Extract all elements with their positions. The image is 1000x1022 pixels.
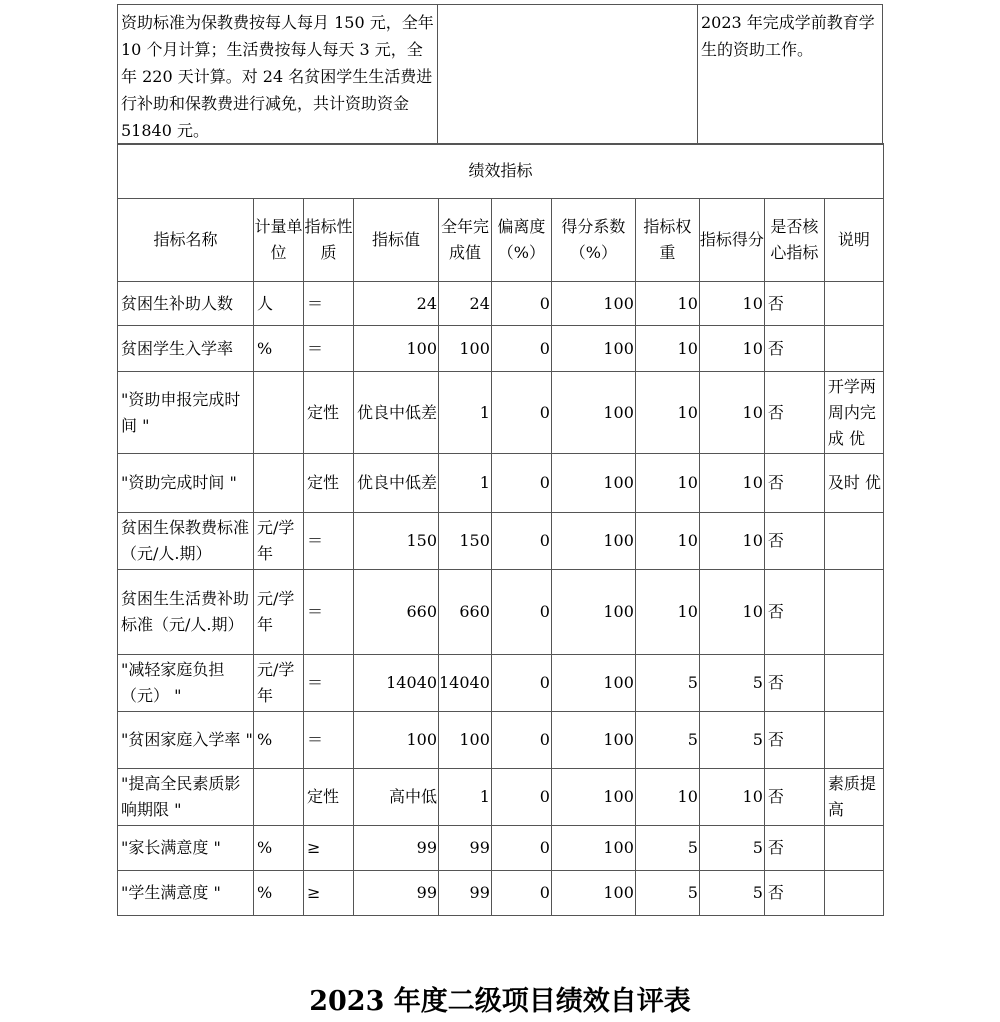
table-row — [118, 655, 884, 712]
note — [824, 513, 883, 570]
score-coefficient: 100 — [551, 570, 635, 655]
target-value: 100 — [354, 326, 439, 372]
note: 及时 优 — [824, 454, 883, 513]
score-coefficient: 100 — [551, 655, 635, 712]
note — [824, 826, 883, 871]
actual-value: 100 — [439, 326, 492, 372]
core-indicator: 否 — [764, 372, 824, 454]
unit: % — [254, 326, 304, 372]
score-coefficient: 100 — [551, 513, 635, 570]
target-value: 优良中低差 — [354, 454, 439, 513]
deviation: 0 — [491, 513, 551, 570]
table-row — [118, 826, 884, 871]
weight: 10 — [635, 570, 699, 655]
target-value: 24 — [354, 282, 439, 326]
weight: 5 — [635, 826, 699, 871]
nature: ＝ — [304, 282, 354, 326]
indicator-name: "资助申报完成时间 " — [118, 372, 254, 454]
deviation: 0 — [491, 372, 551, 454]
core-indicator: 否 — [764, 326, 824, 372]
unit — [254, 372, 304, 454]
nature: ≥ — [304, 826, 354, 871]
unit: % — [254, 871, 304, 916]
score: 10 — [699, 769, 764, 826]
unit: % — [254, 712, 304, 769]
actual-value: 660 — [439, 570, 492, 655]
score: 5 — [699, 655, 764, 712]
score: 5 — [699, 712, 764, 769]
empty-cell — [438, 5, 698, 145]
unit: 元/学年 — [254, 513, 304, 570]
nature: 定性 — [304, 769, 354, 826]
score-coefficient: 100 — [551, 769, 635, 826]
table-row — [118, 454, 884, 513]
target-value: 14040 — [354, 655, 439, 712]
header-name: 指标名称 — [118, 199, 254, 282]
header-coefficient: 得分系数（%） — [551, 199, 635, 282]
table-row — [118, 326, 884, 372]
table-row — [118, 871, 884, 916]
indicator-name: 贫困学生入学率 — [118, 326, 254, 372]
score-coefficient: 100 — [551, 282, 635, 326]
header-note: 说明 — [824, 199, 883, 282]
weight: 10 — [635, 282, 699, 326]
note — [824, 712, 883, 769]
table-row — [118, 282, 884, 326]
actual-value: 14040 — [439, 655, 492, 712]
score: 10 — [699, 326, 764, 372]
top-text-table — [117, 4, 883, 145]
deviation: 0 — [491, 769, 551, 826]
core-indicator: 否 — [764, 454, 824, 513]
header-target: 指标值 — [354, 199, 439, 282]
actual-value: 150 — [439, 513, 492, 570]
indicator-name: "贫困家庭入学率 " — [118, 712, 254, 769]
note — [824, 570, 883, 655]
header-unit: 计量单位 — [254, 199, 304, 282]
table-row — [118, 372, 884, 454]
header-actual: 全年完成值 — [439, 199, 492, 282]
goal-cell: 2023 年完成学前教育学生的资助工作。 — [698, 5, 883, 145]
score-coefficient: 100 — [551, 372, 635, 454]
core-indicator: 否 — [764, 570, 824, 655]
header-nature: 指标性质 — [304, 199, 354, 282]
score-coefficient: 100 — [551, 454, 635, 513]
indicator-name: "减轻家庭负担（元） " — [118, 655, 254, 712]
weight: 10 — [635, 454, 699, 513]
funding-standard-cell: 资助标准为保教费按每人每月 150 元，全年 10 个月计算；生活费按每人每天 3 元，全年 220 天计算。对 24 名贫困学生生活费进行补助和保教费进行减免，共计资助资金 51840 元。 — [118, 5, 438, 145]
header-deviation: 偏离度（%） — [491, 199, 551, 282]
unit — [254, 454, 304, 513]
actual-value: 1 — [439, 769, 492, 826]
target-value: 99 — [354, 871, 439, 916]
note — [824, 655, 883, 712]
actual-value: 1 — [439, 372, 492, 454]
table-row — [118, 769, 884, 826]
note: 开学两周内完成 优 — [824, 372, 883, 454]
deviation: 0 — [491, 826, 551, 871]
indicator-name: "提高全民素质影响期限 " — [118, 769, 254, 826]
score-coefficient: 100 — [551, 712, 635, 769]
indicator-name: 贫困生生活费补助标准（元/人.期） — [118, 570, 254, 655]
weight: 10 — [635, 372, 699, 454]
weight: 10 — [635, 513, 699, 570]
score-coefficient: 100 — [551, 826, 635, 871]
header-row — [118, 199, 884, 282]
nature: ＝ — [304, 513, 354, 570]
table-row — [118, 712, 884, 769]
score: 5 — [699, 826, 764, 871]
unit: 人 — [254, 282, 304, 326]
nature: ＝ — [304, 712, 354, 769]
header-score: 指标得分 — [699, 199, 764, 282]
deviation: 0 — [491, 454, 551, 513]
deviation: 0 — [491, 655, 551, 712]
table-row — [118, 513, 884, 570]
deviation: 0 — [491, 570, 551, 655]
weight: 10 — [635, 769, 699, 826]
weight: 10 — [635, 326, 699, 372]
unit — [254, 769, 304, 826]
nature: ≥ — [304, 871, 354, 916]
core-indicator: 否 — [764, 769, 824, 826]
score: 10 — [699, 372, 764, 454]
deviation: 0 — [491, 871, 551, 916]
unit: % — [254, 826, 304, 871]
core-indicator: 否 — [764, 513, 824, 570]
actual-value: 1 — [439, 454, 492, 513]
indicator-name: "资助完成时间 " — [118, 454, 254, 513]
performance-indicator-table — [117, 143, 884, 916]
section-title: 绩效指标 — [118, 144, 884, 199]
actual-value: 99 — [439, 871, 492, 916]
unit: 元/学年 — [254, 655, 304, 712]
note — [824, 282, 883, 326]
nature: 定性 — [304, 372, 354, 454]
indicator-name: "学生满意度 " — [118, 871, 254, 916]
score-coefficient: 100 — [551, 871, 635, 916]
note — [824, 871, 883, 916]
weight: 5 — [635, 655, 699, 712]
target-value: 高中低 — [354, 769, 439, 826]
document-title: 2023 年度二级项目绩效自评表 — [309, 986, 691, 1017]
indicator-name: 贫困生保教费标准（元/人.期） — [118, 513, 254, 570]
nature: ＝ — [304, 655, 354, 712]
indicator-name: 贫困生补助人数 — [118, 282, 254, 326]
actual-value: 100 — [439, 712, 492, 769]
score-coefficient: 100 — [551, 326, 635, 372]
unit: 元/学年 — [254, 570, 304, 655]
target-value: 100 — [354, 712, 439, 769]
score: 10 — [699, 282, 764, 326]
note — [824, 326, 883, 372]
score: 10 — [699, 570, 764, 655]
nature: ＝ — [304, 570, 354, 655]
header-weight: 指标权重 — [635, 199, 699, 282]
table-row — [118, 570, 884, 655]
header-core: 是否核心指标 — [764, 199, 824, 282]
deviation: 0 — [491, 326, 551, 372]
target-value: 99 — [354, 826, 439, 871]
indicator-name: "家长满意度 " — [118, 826, 254, 871]
weight: 5 — [635, 712, 699, 769]
core-indicator: 否 — [764, 655, 824, 712]
note: 素质提高 — [824, 769, 883, 826]
score: 5 — [699, 871, 764, 916]
nature: 定性 — [304, 454, 354, 513]
target-value: 660 — [354, 570, 439, 655]
target-value: 优良中低差 — [354, 372, 439, 454]
core-indicator: 否 — [764, 826, 824, 871]
actual-value: 24 — [439, 282, 492, 326]
core-indicator: 否 — [764, 712, 824, 769]
deviation: 0 — [491, 282, 551, 326]
weight: 5 — [635, 871, 699, 916]
actual-value: 99 — [439, 826, 492, 871]
score: 10 — [699, 454, 764, 513]
deviation: 0 — [491, 712, 551, 769]
score: 10 — [699, 513, 764, 570]
core-indicator: 否 — [764, 282, 824, 326]
target-value: 150 — [354, 513, 439, 570]
nature: ＝ — [304, 326, 354, 372]
core-indicator: 否 — [764, 871, 824, 916]
